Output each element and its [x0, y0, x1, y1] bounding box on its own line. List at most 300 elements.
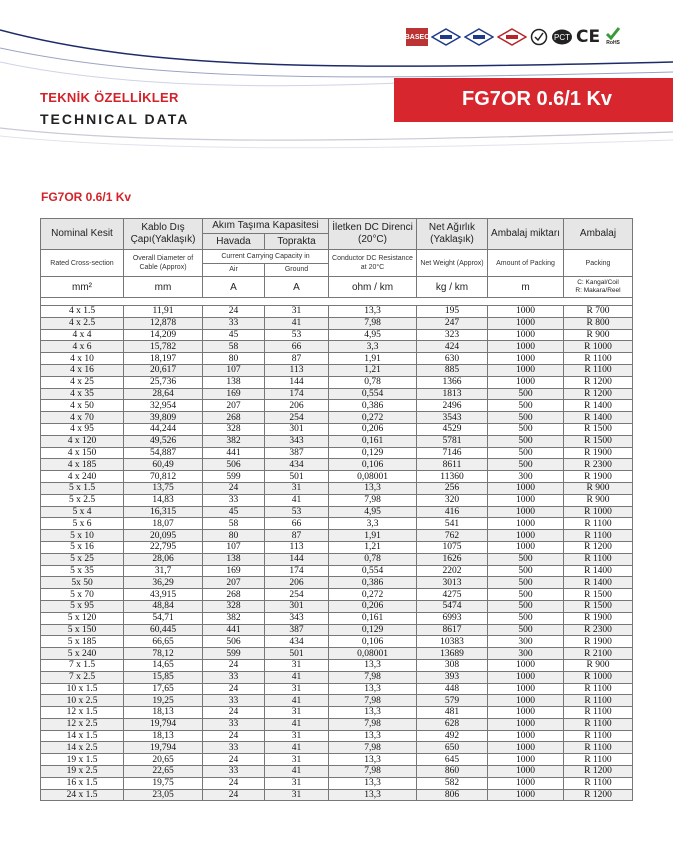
cell-diameter: 15,782 [124, 341, 203, 353]
cell-section: 5 x 240 [41, 648, 124, 660]
ce-mark: CE [576, 27, 601, 47]
en-header-diameter: Overall Diameter of Cable (Approx) [124, 250, 203, 277]
cell-diameter: 78,12 [124, 648, 203, 660]
cell-air: 58 [203, 341, 265, 353]
unit-amount: m [488, 277, 564, 298]
cell-section: 5 x 6 [41, 518, 124, 530]
svg-text:PCT: PCT [554, 33, 570, 42]
cell-resistance: 7,98 [329, 494, 417, 506]
cell-packing: R 2300 [564, 459, 633, 471]
cell-air: 328 [203, 423, 265, 435]
cell-amount: 500 [488, 423, 564, 435]
cell-ground: 31 [265, 730, 329, 742]
cell-resistance: 0,08001 [329, 471, 417, 483]
packing-legend-reel: R: Makara/Reel [575, 287, 621, 294]
cell-air: 169 [203, 565, 265, 577]
cell-air: 506 [203, 459, 265, 471]
cell-packing: R 1200 [564, 541, 633, 553]
cell-weight: 1626 [417, 553, 488, 565]
cell-amount: 1000 [488, 541, 564, 553]
cell-ground: 31 [265, 306, 329, 318]
cell-air: 24 [203, 482, 265, 494]
cell-air: 328 [203, 600, 265, 612]
cell-amount: 1000 [488, 329, 564, 341]
cell-weight: 492 [417, 730, 488, 742]
cell-ground: 206 [265, 577, 329, 589]
cell-resistance: 1,21 [329, 541, 417, 553]
cell-diameter: 19,25 [124, 695, 203, 707]
cell-air: 107 [203, 541, 265, 553]
cell-ground: 31 [265, 683, 329, 695]
cell-weight: 8611 [417, 459, 488, 471]
cell-resistance: 0,554 [329, 565, 417, 577]
cell-diameter: 20,65 [124, 754, 203, 766]
cell-ground: 206 [265, 400, 329, 412]
cell-amount: 1000 [488, 317, 564, 329]
cell-amount: 1000 [488, 718, 564, 730]
table-row [41, 742, 633, 754]
cell-section: 5 x 70 [41, 589, 124, 601]
cell-weight: 860 [417, 766, 488, 778]
cell-ground: 501 [265, 471, 329, 483]
section-title: FG7OR 0.6/1 Kv [41, 190, 132, 204]
cell-air: 24 [203, 707, 265, 719]
cell-section: 5 x 185 [41, 636, 124, 648]
cell-ground: 41 [265, 718, 329, 730]
cell-section: 5 x 25 [41, 553, 124, 565]
cell-weight: 650 [417, 742, 488, 754]
cell-amount: 1000 [488, 482, 564, 494]
cell-amount: 500 [488, 565, 564, 577]
cell-ground: 53 [265, 506, 329, 518]
cell-weight: 582 [417, 777, 488, 789]
cell-amount: 1000 [488, 707, 564, 719]
cell-packing: R 1100 [564, 742, 633, 754]
technical-data-table [40, 218, 633, 801]
cell-ground: 301 [265, 600, 329, 612]
cell-amount: 1000 [488, 376, 564, 388]
table-row [41, 789, 633, 801]
cell-air: 24 [203, 789, 265, 801]
cell-packing: R 1200 [564, 766, 633, 778]
cell-resistance: 0,272 [329, 589, 417, 601]
cell-diameter: 28,64 [124, 388, 203, 400]
cell-packing: R 2100 [564, 648, 633, 660]
packing-legend-coil: C: Kangal/Coil [577, 279, 619, 286]
cell-ground: 41 [265, 695, 329, 707]
cell-resistance: 0,129 [329, 447, 417, 459]
cell-weight: 247 [417, 317, 488, 329]
cell-section: 7 x 2.5 [41, 671, 124, 683]
cell-resistance: 13,3 [329, 482, 417, 494]
cell-section: 4 x 120 [41, 435, 124, 447]
en-header-packing: Packing [564, 250, 633, 277]
cell-air: 599 [203, 648, 265, 660]
cell-resistance: 7,98 [329, 695, 417, 707]
cell-air: 33 [203, 695, 265, 707]
cell-weight: 645 [417, 754, 488, 766]
cell-diameter: 14,65 [124, 659, 203, 671]
cell-diameter: 60,445 [124, 624, 203, 636]
cell-weight: 424 [417, 341, 488, 353]
table-row [41, 695, 633, 707]
table-row [41, 494, 633, 506]
cell-section: 4 x 185 [41, 459, 124, 471]
rohs-logo [603, 26, 623, 48]
cell-ground: 254 [265, 412, 329, 424]
cell-air: 599 [203, 471, 265, 483]
har-diamond-logo [464, 28, 494, 46]
cell-diameter: 48,84 [124, 600, 203, 612]
cell-ground: 41 [265, 671, 329, 683]
en-header-nominal: Rated Cross-section [41, 250, 124, 277]
cell-air: 268 [203, 412, 265, 424]
table-row [41, 482, 633, 494]
cell-air: 207 [203, 577, 265, 589]
cell-diameter: 20,095 [124, 530, 203, 542]
table-row [41, 766, 633, 778]
cell-packing: R 1100 [564, 553, 633, 565]
cell-amount: 1000 [488, 683, 564, 695]
cell-amount: 500 [488, 600, 564, 612]
cell-amount: 1000 [488, 766, 564, 778]
cell-weight: 885 [417, 364, 488, 376]
cell-diameter: 25,736 [124, 376, 203, 388]
cell-ground: 144 [265, 376, 329, 388]
cell-weight: 3013 [417, 577, 488, 589]
cell-ground: 41 [265, 742, 329, 754]
cell-packing: R 1000 [564, 671, 633, 683]
cell-weight: 5781 [417, 435, 488, 447]
cell-weight: 6993 [417, 612, 488, 624]
cell-amount: 1000 [488, 789, 564, 801]
cell-weight: 1075 [417, 541, 488, 553]
cell-diameter: 19,794 [124, 718, 203, 730]
cell-packing: R 1200 [564, 789, 633, 801]
cell-air: 33 [203, 317, 265, 329]
en-header-resistance: Conductor DC Resistance at 20°C [329, 250, 417, 277]
cell-weight: 11360 [417, 471, 488, 483]
cell-section: 16 x 1.5 [41, 777, 124, 789]
check-icon [605, 26, 621, 40]
cell-air: 382 [203, 435, 265, 447]
cell-resistance: 0,386 [329, 400, 417, 412]
cell-weight: 256 [417, 482, 488, 494]
header-row-turkish [41, 219, 633, 234]
cell-ground: 254 [265, 589, 329, 601]
cell-packing: R 1900 [564, 471, 633, 483]
cell-diameter: 54,71 [124, 612, 203, 624]
table-row [41, 718, 633, 730]
unit-resistance: ohm / km [329, 277, 417, 298]
cell-ground: 87 [265, 353, 329, 365]
cell-packing: R 1000 [564, 506, 633, 518]
cell-air: 33 [203, 494, 265, 506]
table-row [41, 612, 633, 624]
table-row [41, 353, 633, 365]
cell-packing: R 2300 [564, 624, 633, 636]
cell-resistance: 0,161 [329, 435, 417, 447]
cell-weight: 13689 [417, 648, 488, 660]
cell-packing: R 1000 [564, 341, 633, 353]
product-name: FG7OR 0.6/1 Kv [462, 88, 613, 110]
table-row [41, 659, 633, 671]
cell-packing: R 1100 [564, 718, 633, 730]
cell-diameter: 15,85 [124, 671, 203, 683]
unit-air: A [203, 277, 265, 298]
unit-ground: A [265, 277, 329, 298]
table-row [41, 518, 633, 530]
cell-ground: 31 [265, 789, 329, 801]
cell-section: 5 x 16 [41, 541, 124, 553]
cell-diameter: 49,526 [124, 435, 203, 447]
cell-amount: 1000 [488, 530, 564, 542]
cell-air: 24 [203, 683, 265, 695]
cell-amount: 1000 [488, 341, 564, 353]
table-row [41, 306, 633, 318]
cell-weight: 2202 [417, 565, 488, 577]
cell-section: 5 x 2.5 [41, 494, 124, 506]
header-row-english [41, 250, 633, 264]
cell-amount: 500 [488, 400, 564, 412]
cell-weight: 7146 [417, 447, 488, 459]
cell-resistance: 1,91 [329, 530, 417, 542]
cell-weight: 762 [417, 530, 488, 542]
cell-section: 4 x 25 [41, 376, 124, 388]
cell-packing: R 1500 [564, 600, 633, 612]
table-row [41, 329, 633, 341]
table-row [41, 754, 633, 766]
cell-section: 14 x 1.5 [41, 730, 124, 742]
cell-section: 4 x 16 [41, 364, 124, 376]
cell-amount: 300 [488, 471, 564, 483]
cell-packing: R 1200 [564, 376, 633, 388]
cell-packing: R 1100 [564, 695, 633, 707]
cell-ground: 41 [265, 494, 329, 506]
cell-diameter: 36,29 [124, 577, 203, 589]
cell-diameter: 12,878 [124, 317, 203, 329]
cell-air: 33 [203, 671, 265, 683]
cell-section: 19 x 2.5 [41, 766, 124, 778]
cell-weight: 323 [417, 329, 488, 341]
cell-packing: R 1400 [564, 565, 633, 577]
cell-resistance: 0,206 [329, 600, 417, 612]
table-row [41, 730, 633, 742]
cell-section: 5 x 4 [41, 506, 124, 518]
cell-weight: 541 [417, 518, 488, 530]
cell-section: 4 x 10 [41, 353, 124, 365]
cell-air: 58 [203, 518, 265, 530]
table-row [41, 577, 633, 589]
cell-diameter: 28,06 [124, 553, 203, 565]
col-header-ground: Toprakta [265, 234, 329, 250]
table-row [41, 506, 633, 518]
cell-amount: 500 [488, 447, 564, 459]
cell-packing: R 900 [564, 329, 633, 341]
cell-weight: 579 [417, 695, 488, 707]
table-row [41, 530, 633, 542]
cell-amount: 1000 [488, 730, 564, 742]
cell-packing: R 800 [564, 317, 633, 329]
cell-air: 80 [203, 353, 265, 365]
cell-resistance: 7,98 [329, 671, 417, 683]
cell-diameter: 23,05 [124, 789, 203, 801]
cell-packing: R 1500 [564, 423, 633, 435]
cell-packing: R 1900 [564, 612, 633, 624]
table-row [41, 589, 633, 601]
cell-packing: R 1500 [564, 435, 633, 447]
cell-weight: 806 [417, 789, 488, 801]
cell-weight: 416 [417, 506, 488, 518]
pct-cert-icon [551, 28, 573, 46]
table-row [41, 423, 633, 435]
cell-diameter: 11,91 [124, 306, 203, 318]
cell-section: 4 x 150 [41, 447, 124, 459]
col-header-packing: Ambalaj [564, 219, 633, 250]
cell-ground: 174 [265, 565, 329, 577]
cell-weight: 320 [417, 494, 488, 506]
cell-section: 4 x 95 [41, 423, 124, 435]
cell-diameter: 18,07 [124, 518, 203, 530]
cell-ground: 501 [265, 648, 329, 660]
cell-packing: R 900 [564, 494, 633, 506]
cell-resistance: 0,78 [329, 376, 417, 388]
table-row [41, 648, 633, 660]
table-row [41, 707, 633, 719]
table-row [41, 317, 633, 329]
cell-resistance: 0,272 [329, 412, 417, 424]
table-row [41, 671, 633, 683]
cell-amount: 1000 [488, 754, 564, 766]
table-row [41, 565, 633, 577]
cell-packing: R 1100 [564, 683, 633, 695]
cell-ground: 31 [265, 777, 329, 789]
cell-packing: R 1100 [564, 530, 633, 542]
en-header-ground: Ground [265, 263, 329, 277]
cell-diameter: 16,315 [124, 506, 203, 518]
cell-air: 33 [203, 742, 265, 754]
cell-diameter: 18,197 [124, 353, 203, 365]
cell-section: 12 x 2.5 [41, 718, 124, 730]
cell-packing: R 1900 [564, 447, 633, 459]
cell-amount: 500 [488, 435, 564, 447]
cell-resistance: 0,554 [329, 388, 417, 400]
cell-packing: R 1900 [564, 636, 633, 648]
cell-amount: 500 [488, 624, 564, 636]
cell-ground: 113 [265, 364, 329, 376]
cell-ground: 31 [265, 707, 329, 719]
cell-ground: 31 [265, 659, 329, 671]
cell-resistance: 13,3 [329, 683, 417, 695]
cell-weight: 393 [417, 671, 488, 683]
red-diamond-logo [497, 28, 527, 46]
en-header-weight: Net Weight (Approx) [417, 250, 488, 277]
cell-ground: 31 [265, 482, 329, 494]
cell-ground: 434 [265, 459, 329, 471]
cell-amount: 300 [488, 648, 564, 660]
col-header-resistance: İletken DC Direnci (20°C) [329, 219, 417, 250]
cell-air: 45 [203, 506, 265, 518]
cell-amount: 1000 [488, 353, 564, 365]
cell-amount: 1000 [488, 364, 564, 376]
cell-air: 382 [203, 612, 265, 624]
cell-section: 10 x 1.5 [41, 683, 124, 695]
cell-section: 14 x 2.5 [41, 742, 124, 754]
cell-air: 24 [203, 777, 265, 789]
col-header-air: Havada [203, 234, 265, 250]
cell-diameter: 66,65 [124, 636, 203, 648]
table-row [41, 459, 633, 471]
cell-section: 4 x 240 [41, 471, 124, 483]
cell-packing: R 1400 [564, 577, 633, 589]
cell-diameter: 60,49 [124, 459, 203, 471]
cell-air: 33 [203, 718, 265, 730]
cell-packing: R 900 [564, 659, 633, 671]
table-row [41, 600, 633, 612]
cell-air: 169 [203, 388, 265, 400]
col-header-nominal: Nominal Kesit [41, 219, 124, 250]
cell-amount: 1000 [488, 671, 564, 683]
cell-section: 5 x 10 [41, 530, 124, 542]
cell-resistance: 1,21 [329, 364, 417, 376]
cell-diameter: 43,915 [124, 589, 203, 601]
cell-resistance: 13,3 [329, 707, 417, 719]
table-body [41, 306, 633, 801]
cell-air: 24 [203, 306, 265, 318]
cell-ground: 53 [265, 329, 329, 341]
cell-resistance: 7,98 [329, 766, 417, 778]
cell-resistance: 0,161 [329, 612, 417, 624]
cell-diameter: 19,75 [124, 777, 203, 789]
cell-diameter: 18,13 [124, 707, 203, 719]
cell-packing: R 900 [564, 482, 633, 494]
table-row [41, 400, 633, 412]
cell-section: 24 x 1.5 [41, 789, 124, 801]
table-row [41, 376, 633, 388]
cell-section: 4 x 6 [41, 341, 124, 353]
cell-amount: 1000 [488, 695, 564, 707]
cell-amount: 1000 [488, 518, 564, 530]
cell-resistance: 0,129 [329, 624, 417, 636]
col-header-weight: Net Ağırlık (Yaklaşık) [417, 219, 488, 250]
cell-packing: R 1400 [564, 400, 633, 412]
cell-amount: 500 [488, 553, 564, 565]
cell-weight: 630 [417, 353, 488, 365]
cell-resistance: 13,3 [329, 659, 417, 671]
cell-weight: 195 [417, 306, 488, 318]
cell-packing: R 1100 [564, 353, 633, 365]
cell-packing: R 1100 [564, 707, 633, 719]
cell-weight: 448 [417, 683, 488, 695]
cell-amount: 500 [488, 577, 564, 589]
cell-diameter: 54,887 [124, 447, 203, 459]
cell-section: 4 x 4 [41, 329, 124, 341]
cell-ground: 343 [265, 612, 329, 624]
cell-resistance: 7,98 [329, 317, 417, 329]
cell-section: 5 x 1.5 [41, 482, 124, 494]
cell-diameter: 70,812 [124, 471, 203, 483]
cell-ground: 31 [265, 754, 329, 766]
cell-diameter: 22,65 [124, 766, 203, 778]
table-row [41, 364, 633, 376]
cell-packing: R 1100 [564, 777, 633, 789]
cell-amount: 500 [488, 388, 564, 400]
cell-ground: 144 [265, 553, 329, 565]
table-row [41, 471, 633, 483]
cell-resistance: 13,3 [329, 730, 417, 742]
title-english: TECHNICAL DATA [40, 111, 190, 127]
cell-packing: R 1100 [564, 730, 633, 742]
